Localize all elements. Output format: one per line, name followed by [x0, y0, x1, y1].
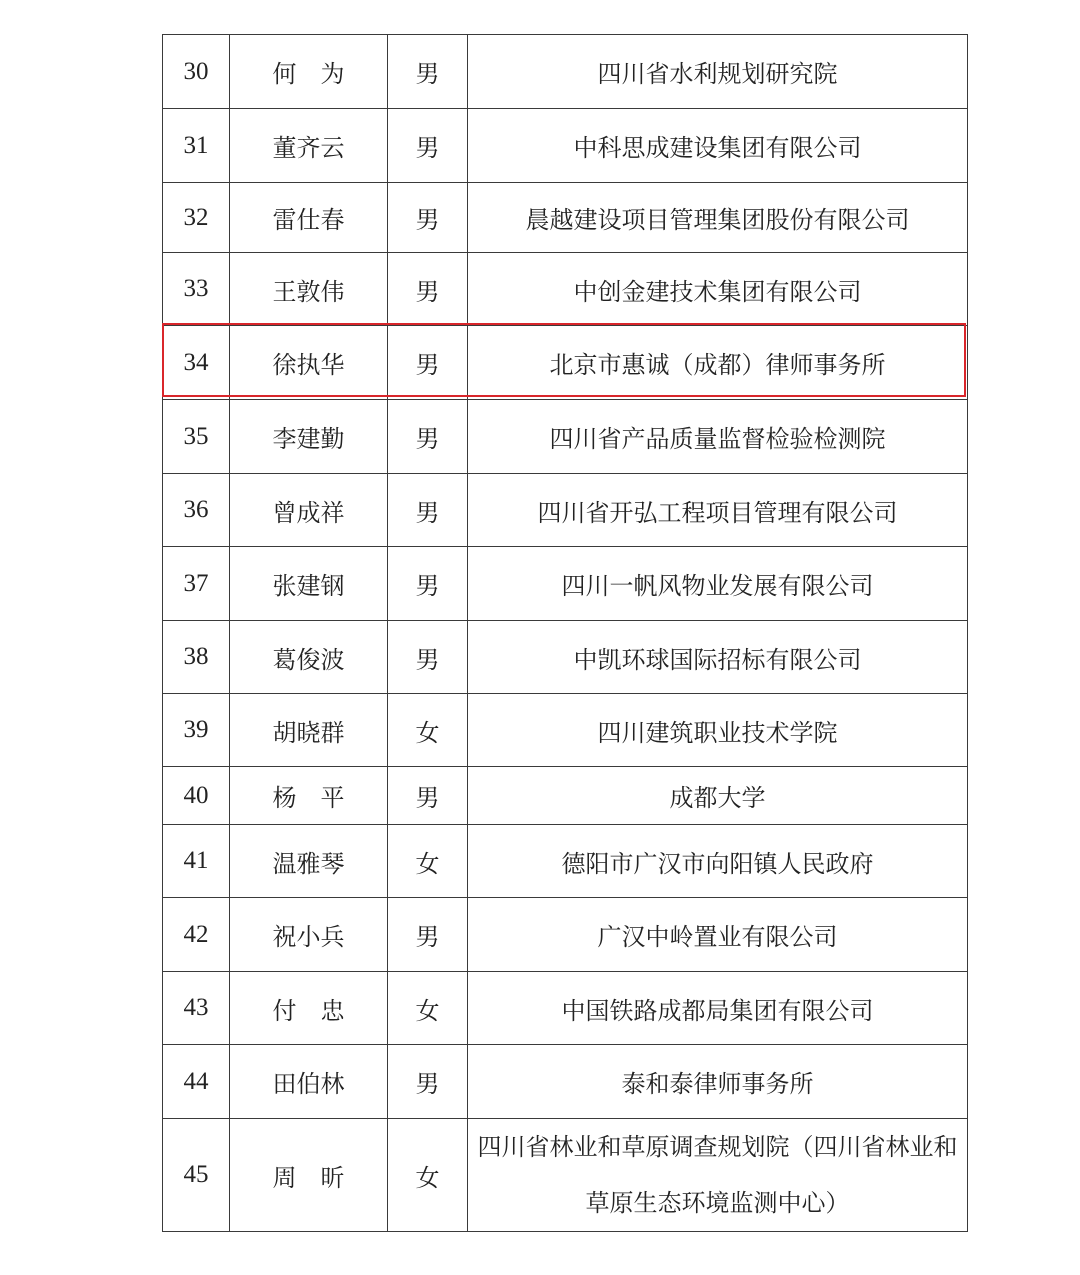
table-row [163, 547, 968, 621]
organization: 四川省产品质量监督检验检测院 [468, 400, 968, 474]
organization: 中创金建技术集团有限公司 [468, 253, 968, 326]
organization: 泰和泰律师事务所 [468, 1045, 968, 1119]
gender: 男 [388, 253, 468, 326]
row-number: 39 [163, 694, 230, 767]
organization: 德阳市广汉市向阳镇人民政府 [468, 825, 968, 898]
organization: 四川省开弘工程项目管理有限公司 [468, 474, 968, 547]
person-name: 李建勤 [230, 400, 388, 474]
gender: 男 [388, 326, 468, 400]
table-row [163, 253, 968, 326]
person-name: 王敦伟 [230, 253, 388, 326]
row-number: 36 [163, 474, 230, 547]
organization: 四川一帆风物业发展有限公司 [468, 547, 968, 621]
gender: 女 [388, 972, 468, 1045]
gender: 女 [388, 694, 468, 767]
gender: 男 [388, 35, 468, 109]
row-number: 32 [163, 183, 230, 253]
gender: 男 [388, 400, 468, 474]
person-name: 温雅琴 [230, 825, 388, 898]
table-row [163, 1119, 968, 1232]
row-number: 38 [163, 621, 230, 694]
gender: 男 [388, 109, 468, 183]
row-number: 34 [163, 326, 230, 400]
table-row [163, 898, 968, 972]
row-number: 43 [163, 972, 230, 1045]
gender: 男 [388, 1045, 468, 1119]
organization: 四川省林业和草原调查规划院（四川省林业和草原生态环境监测中心） [468, 1119, 968, 1232]
row-number: 33 [163, 253, 230, 326]
person-name: 胡晓群 [230, 694, 388, 767]
organization: 广汉中岭置业有限公司 [468, 898, 968, 972]
person-name: 张建钢 [230, 547, 388, 621]
table-row [163, 621, 968, 694]
personnel-table [162, 34, 968, 1232]
gender: 男 [388, 183, 468, 253]
organization: 中科思成建设集团有限公司 [468, 109, 968, 183]
person-name: 曾成祥 [230, 474, 388, 547]
person-name: 田伯林 [230, 1045, 388, 1119]
gender: 男 [388, 621, 468, 694]
row-number: 37 [163, 547, 230, 621]
person-name: 何 为 [230, 35, 388, 109]
person-name: 董齐云 [230, 109, 388, 183]
organization: 晨越建设项目管理集团股份有限公司 [468, 183, 968, 253]
gender: 女 [388, 1119, 468, 1232]
row-number: 45 [163, 1119, 230, 1232]
row-number: 30 [163, 35, 230, 109]
table-row-highlighted [163, 326, 968, 400]
table-row [163, 767, 968, 825]
row-number: 41 [163, 825, 230, 898]
table-row [163, 825, 968, 898]
person-name: 雷仕春 [230, 183, 388, 253]
person-name: 葛俊波 [230, 621, 388, 694]
table-row [163, 474, 968, 547]
organization: 四川建筑职业技术学院 [468, 694, 968, 767]
table-row [163, 972, 968, 1045]
table-row [163, 694, 968, 767]
row-number: 44 [163, 1045, 230, 1119]
gender: 女 [388, 825, 468, 898]
person-name: 祝小兵 [230, 898, 388, 972]
gender: 男 [388, 547, 468, 621]
table-row [163, 35, 968, 109]
person-name: 周 昕 [230, 1119, 388, 1232]
row-number: 40 [163, 767, 230, 825]
gender: 男 [388, 898, 468, 972]
row-number: 35 [163, 400, 230, 474]
table-row [163, 400, 968, 474]
organization: 中国铁路成都局集团有限公司 [468, 972, 968, 1045]
table-row [163, 109, 968, 183]
organization: 北京市惠诚（成都）律师事务所 [468, 326, 968, 400]
person-name: 徐执华 [230, 326, 388, 400]
organization: 成都大学 [468, 767, 968, 825]
organization: 四川省水利规划研究院 [468, 35, 968, 109]
table-row [163, 1045, 968, 1119]
row-number: 42 [163, 898, 230, 972]
gender: 男 [388, 474, 468, 547]
person-name: 付 忠 [230, 972, 388, 1045]
person-name: 杨 平 [230, 767, 388, 825]
row-number: 31 [163, 109, 230, 183]
organization: 中凯环球国际招标有限公司 [468, 621, 968, 694]
table-row [163, 183, 968, 253]
gender: 男 [388, 767, 468, 825]
